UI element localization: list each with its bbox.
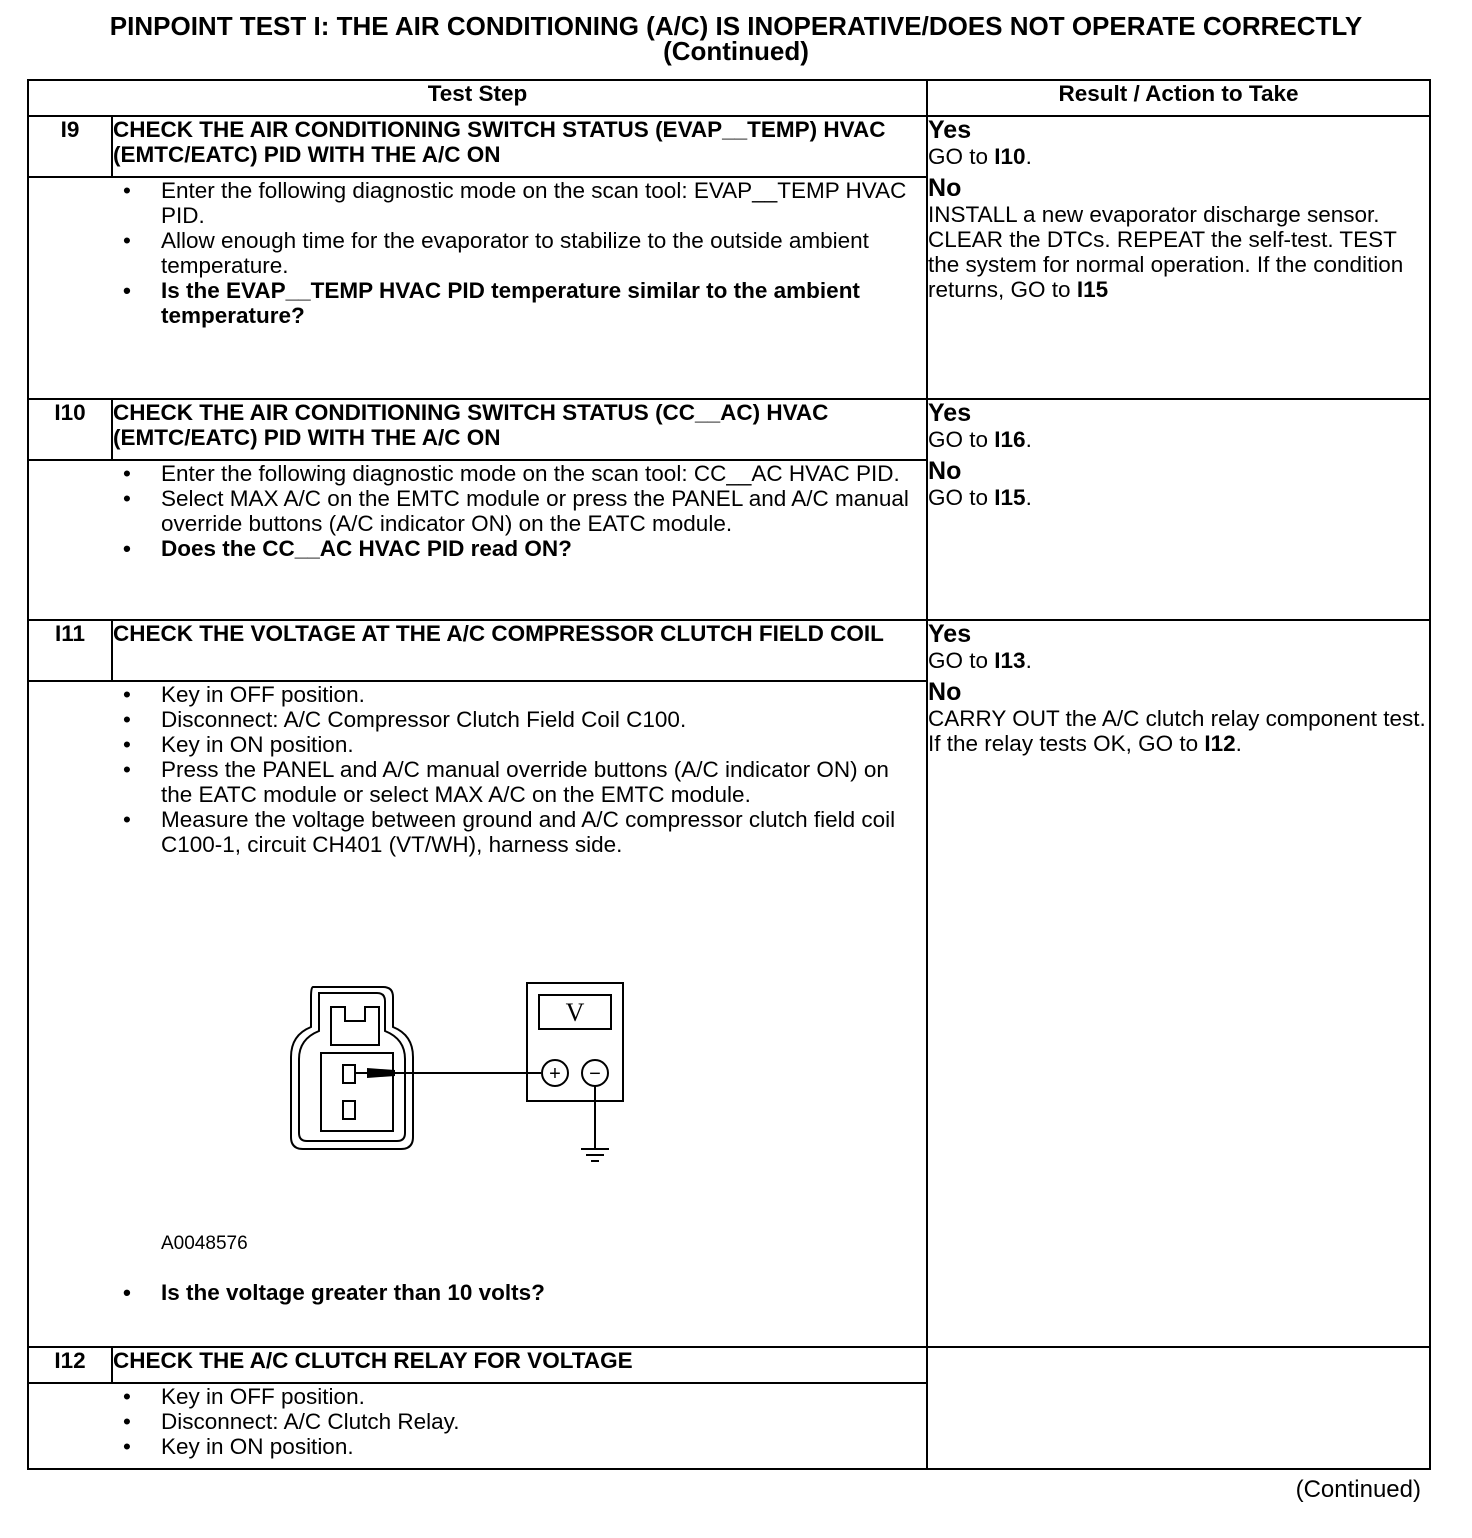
list-item: • Key in OFF position. [29, 682, 926, 707]
yes-label: Yes [928, 399, 972, 427]
step-i11-question-list [29, 1280, 926, 1305]
figure-id: A0048576 [161, 1233, 248, 1254]
list-item: • Disconnect: A/C Compressor Clutch Field Coil C100. [29, 707, 926, 732]
step-heading: CHECK THE AIR CONDITIONING SWITCH STATUS (EVAP__TEMP) HVAC (EMTC/EATC) PID WITH THE A/C ON [112, 116, 927, 177]
no-ref: I12 [1204, 731, 1236, 756]
no-ref: I15 [994, 485, 1026, 510]
connector-c100 [291, 987, 413, 1149]
step-i11-head-row [28, 620, 1430, 681]
list-item: • Allow enough time for the evaporator to stabilize to the outside ambient temperature. [29, 228, 926, 278]
voltage-measurement-diagram [287, 977, 637, 1167]
list-item: • Key in ON position. [29, 1434, 926, 1459]
yes-action: GO to [928, 144, 995, 169]
no-label: No [928, 678, 962, 706]
minus-terminal: − [589, 1063, 601, 1085]
list-item: • Measure the voltage between ground and A/C compressor clutch field coil C100-1, circuit CH401 (VT/WH), harness side. [29, 807, 926, 857]
list-item: • Select MAX A/C on the EMTC module or press the PANEL and A/C manual override buttons (A/C indicator ON) on the EATC module. [29, 486, 926, 536]
step-i11-body [28, 681, 927, 1347]
step-heading: CHECK THE VOLTAGE AT THE A/C COMPRESSOR CLUTCH FIELD COIL [112, 620, 927, 681]
yes-label: Yes [928, 116, 972, 144]
step-heading: CHECK THE AIR CONDITIONING SWITCH STATUS (CC__AC) HVAC (EMTC/EATC) PID WITH THE A/C ON [112, 399, 927, 460]
yes-ref: I13 [994, 648, 1026, 673]
yes-ref: I16 [994, 427, 1026, 452]
no-action: GO to [928, 485, 995, 510]
header-row [28, 80, 1430, 116]
step-number: I10 [28, 399, 112, 460]
step-i10-body [28, 460, 927, 620]
step-heading: CHECK THE A/C CLUTCH RELAY FOR VOLTAGE [112, 1347, 927, 1383]
step-question: • Is the voltage greater than 10 volts? [29, 1280, 926, 1305]
step-question: • Does the CC__AC HVAC PID read ON? [29, 536, 926, 561]
step-i9-result: Yes GO to I10. No INSTALL a new evaporator discharge sensor. CLEAR the DTCs. REPEAT the self-test. TEST the system for normal operation. If the condition returns, GO to I15 [927, 116, 1430, 399]
list-item: • Press the PANEL and A/C manual override buttons (A/C indicator ON) on the EATC module or select MAX A/C on the EMTC module. [29, 757, 926, 807]
test-lead [355, 1068, 541, 1078]
yes-action: GO to [928, 648, 995, 673]
step-i10-result: Yes GO to I16. No GO to I15. [927, 399, 1430, 620]
step-i9-list [29, 178, 926, 328]
step-i12-list [29, 1384, 926, 1459]
header-test-step: Test Step [28, 80, 927, 116]
no-action: INSTALL a new evaporator discharge sensor. CLEAR the DTCs. REPEAT the self-test. TEST the system for normal operation. If the condition returns, GO to [928, 202, 1404, 302]
list-item: • Disconnect: A/C Clutch Relay. [29, 1409, 926, 1434]
plus-terminal: + [549, 1063, 561, 1085]
step-i9-body [28, 177, 927, 399]
step-i12-result [927, 1347, 1430, 1469]
step-i11-result: Yes GO to I13. No CARRY OUT the A/C clutch relay component test. If the relay tests OK, GO to I12. [927, 620, 1430, 1347]
yes-label: Yes [928, 620, 972, 648]
yes-ref: I10 [994, 144, 1026, 169]
page-title [0, 11, 1472, 66]
step-number: I9 [28, 116, 112, 177]
title-line-1: PINPOINT TEST I: THE AIR CONDITIONING (A/C) IS INOPERATIVE/DOES NOT OPERATE CORRECTLY [109, 11, 1363, 41]
step-i11-list [29, 682, 926, 857]
continued-note: (Continued) [1295, 1476, 1421, 1503]
yes-action: GO to [928, 427, 995, 452]
step-i10-list [29, 461, 926, 561]
step-number: I12 [28, 1347, 112, 1383]
step-i12-head-row [28, 1347, 1430, 1383]
step-number: I11 [28, 620, 112, 681]
pinpoint-test-table [27, 79, 1431, 1470]
step-i10-head-row [28, 399, 1430, 460]
no-label: No [928, 457, 962, 485]
header-result: Result / Action to Take [927, 80, 1430, 116]
list-item: • Key in ON position. [29, 732, 926, 757]
list-item: • Enter the following diagnostic mode on the scan tool: EVAP__TEMP HVAC PID. [29, 178, 926, 228]
no-ref: I15 [1076, 277, 1109, 302]
meter-label: V [565, 998, 585, 1027]
title-line-2: (Continued) [663, 36, 809, 66]
step-question: • Is the EVAP__TEMP HVAC PID temperature similar to the ambient temperature? [29, 278, 926, 328]
step-i12-body [28, 1383, 927, 1469]
list-item: • Key in OFF position. [29, 1384, 926, 1409]
list-item: • Enter the following diagnostic mode on the scan tool: CC__AC HVAC PID. [29, 461, 926, 486]
no-action: CARRY OUT the A/C clutch relay component test. If the relay tests OK, GO to [928, 706, 1426, 756]
no-label: No [928, 174, 962, 202]
step-i9-head-row [28, 116, 1430, 177]
